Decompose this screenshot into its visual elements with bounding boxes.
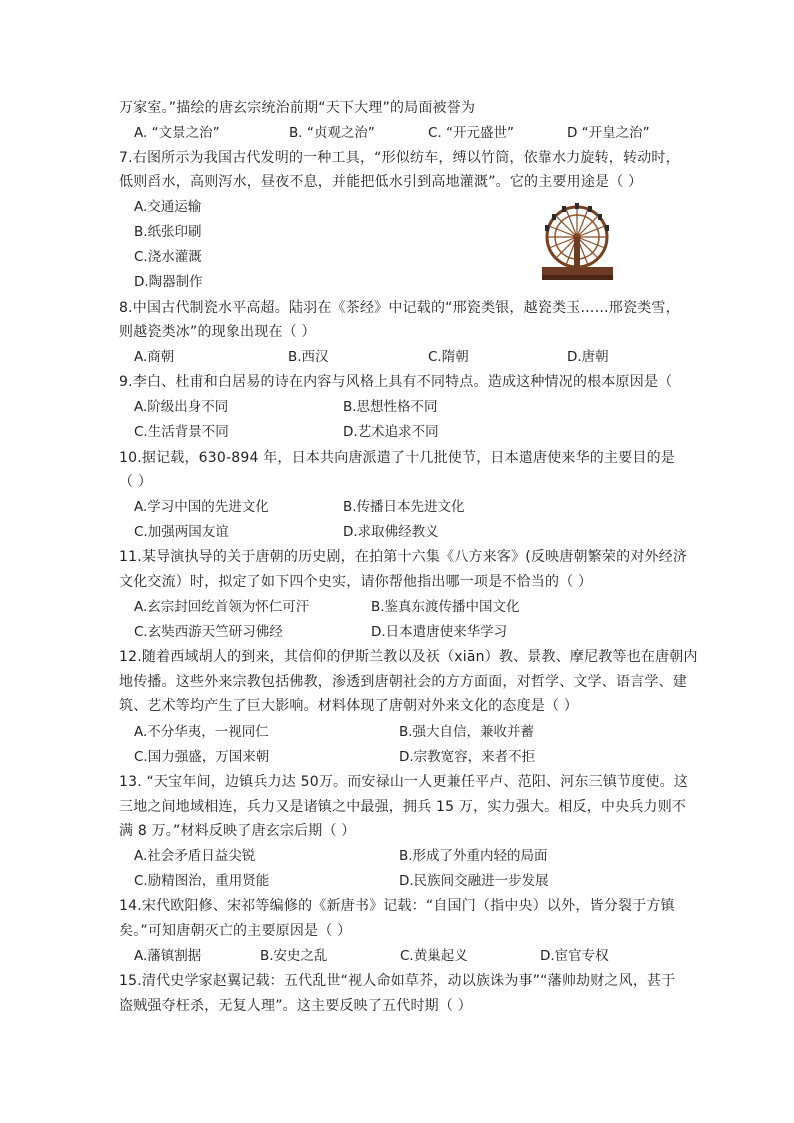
option-d: D “开皇之治” xyxy=(567,125,650,141)
option-c: C.浇水灌溉 xyxy=(134,249,202,265)
option-c: C.黄巢起义 xyxy=(400,948,468,964)
option-a: A.藩镇割据 xyxy=(134,948,202,964)
option-a: A. “文景之治” xyxy=(134,125,220,141)
option-b: B.鉴真东渡传播中国文化 xyxy=(371,599,520,615)
option-b: B.纸张印刷 xyxy=(134,224,202,240)
question-text: 盗贼强夺枉杀，无复人理”。这主要反映了五代时期（ ） xyxy=(119,998,472,1014)
question-text: 8.中国古代制瓷水平高超。陆羽在《茶经》中记载的“邢瓷类银，越瓷类玉……邢瓷类雪， xyxy=(119,300,680,316)
option-c: C.国力强盛，万国来朝 xyxy=(134,749,270,765)
option-c: C. “开元盛世” xyxy=(428,125,514,141)
option-d: D.艺术追求不同 xyxy=(343,424,439,440)
question-text: 11.某导演执导的关于唐朝的历史剧，在拍第十六集《八方来客》(反映唐朝繁荣的对外经济 xyxy=(119,549,688,565)
question-text: 矣。”可知唐朝灭亡的主要原因是（ ） xyxy=(119,923,352,939)
option-b: B.传播日本先进文化 xyxy=(343,499,465,515)
option-c: C.励精图治，重用贤能 xyxy=(134,873,270,889)
option-a: A.阶级出身不同 xyxy=(134,399,229,415)
option-d: D.民族间交融进一步发展 xyxy=(399,873,549,889)
question-text: 12.随着西域胡人的到来，其信仰的伊斯兰教以及祆（xiān）教、景教、摩尼教等也在唐朝内 xyxy=(119,649,698,665)
option-c: C.加强两国友谊 xyxy=(134,524,229,540)
question-text: 三地之间地域相连，兵力又是诸镇之中最强，拥兵 15 万，实力强大。相反，中央兵力则不 xyxy=(119,799,687,815)
option-b: B.安史之乱 xyxy=(260,948,328,964)
question-text: 15.清代史学家赵翼记载：五代乱世“视人命如草芥，动以族诛为事”“藩帅劫财之风，甚于 xyxy=(119,973,676,989)
option-b: B.强大自信，兼收并蓄 xyxy=(399,724,535,740)
question-text: 低则舀水，高则泻水，昼夜不息，并能把低水引到高地灌溉”。它的主要用途是（ ） xyxy=(119,174,643,190)
option-a: A.交通运输 xyxy=(134,199,202,215)
option-d: D.求取佛经教义 xyxy=(343,524,439,540)
question-text: 文化交流）时，拟定了如下四个史实，请你帮他指出哪一项是不恰当的（ ） xyxy=(119,574,593,590)
option-d: D.日本遣唐使来华学习 xyxy=(371,624,508,640)
question-text: 则越瓷类冰”的现象出现在（ ） xyxy=(119,324,316,340)
option-b: B.西汉 xyxy=(288,349,329,365)
water-wheel-image xyxy=(540,197,615,282)
option-d: D.唐朝 xyxy=(567,349,609,365)
question-text: 筑、艺术等均产生了巨大影响。材料体现了唐朝对外来文化的态度是（ ） xyxy=(119,698,579,714)
question-text: 10.据记载，630-894 年，日本共向唐派遣了十几批使节，日本遣唐使来华的主要目的是 xyxy=(119,450,676,466)
option-a: A.社会矛盾日益尖锐 xyxy=(134,848,256,864)
question-text: 14.宋代欧阳修、宋祁等编修的《新唐书》记载：“自国门（指中央）以外，皆分裂于方镇 xyxy=(119,898,675,914)
question-text: 地传播。这些外来宗教包括佛教，渗透到唐朝社会的方方面面，对哲学、文学、语言学、建 xyxy=(119,674,687,690)
intro-line: 万家室。”描绘的唐玄宗统治前期“天下大理”的局面被誉为 xyxy=(119,100,476,116)
option-d: D.宦官专权 xyxy=(540,948,609,964)
option-a: A.玄宗封回纥首领为怀仁可汗 xyxy=(134,599,310,615)
question-text: 13. “天宝年间，边镇兵力达 50万。而安禄山一人更兼任平卢、范阳、河东三镇节度使。这 xyxy=(119,774,689,790)
question-text: （ ） xyxy=(119,474,153,490)
option-a: A.商朝 xyxy=(134,349,175,365)
option-c: C.玄奘西游天竺研习佛经 xyxy=(134,624,283,640)
option-c: C.生活背景不同 xyxy=(134,424,229,440)
option-a: A.学习中国的先进文化 xyxy=(134,499,269,515)
option-b: B.思想性格不同 xyxy=(343,399,438,415)
question-text: 满 8 万。”材料反映了唐玄宗后期（ ） xyxy=(119,823,356,839)
question-text: 7.右图所示为我国古代发明的一种工具，“形似纺车，缚以竹筒，依靠水力旋转，转动时， xyxy=(119,150,680,166)
option-b: B.形成了外重内轻的局面 xyxy=(399,848,548,864)
option-d: D.陶器制作 xyxy=(134,274,203,290)
option-b: B. “贞观之治” xyxy=(289,125,375,141)
option-c: C.隋朝 xyxy=(428,349,469,365)
option-d: D.宗教宽容，来者不拒 xyxy=(399,749,536,765)
option-a: A.不分华夷，一视同仁 xyxy=(134,724,269,740)
question-text: 9.李白、杜甫和白居易的诗在内容与风格上具有不同特点。造成这种情况的根本原因是（ xyxy=(119,374,673,390)
